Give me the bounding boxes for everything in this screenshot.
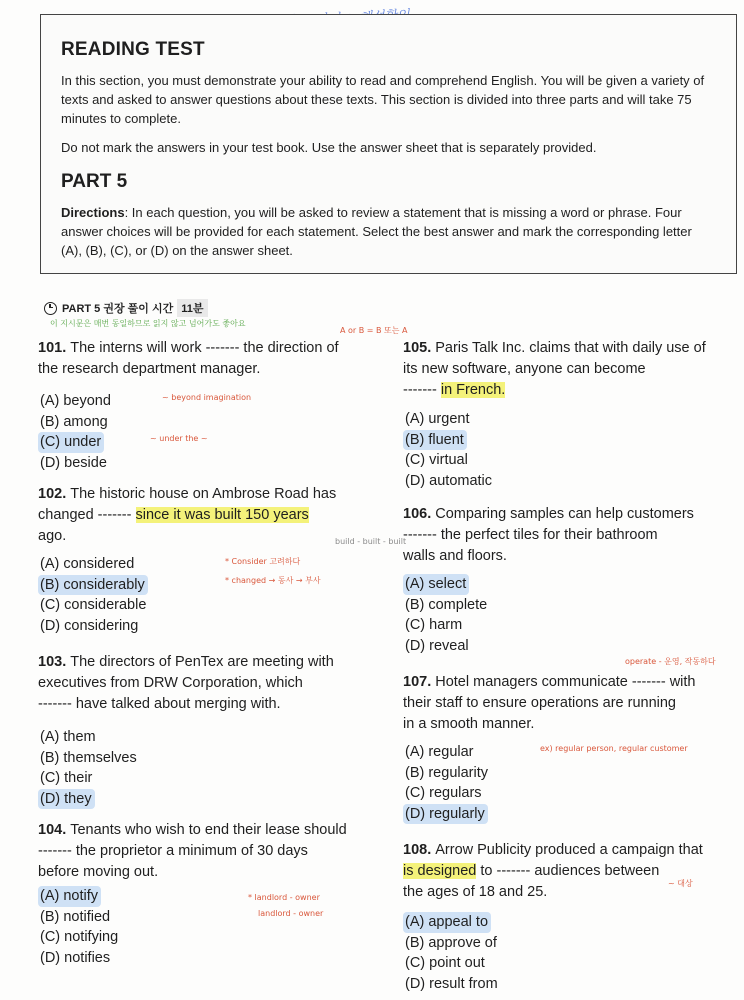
question-stem xyxy=(38,338,378,380)
handwritten-note: ex) regular person, regular customer xyxy=(540,744,688,753)
stem-line: walls and floors. xyxy=(403,548,507,564)
option-b[interactable]: (B) themselves xyxy=(40,749,137,766)
option-c[interactable]: (C) considerable xyxy=(40,597,147,613)
stem-line: in a smooth manner. xyxy=(403,716,535,732)
handwritten-note: * changed → 동사 → 부사 xyxy=(225,576,321,585)
option-b[interactable]: (B) notified xyxy=(40,908,111,925)
question-108 xyxy=(403,840,743,994)
stem-line: The historic house on Ambrose Road has xyxy=(70,486,337,502)
stem-line: The interns will work ------- the direction of xyxy=(70,340,339,356)
options-list xyxy=(38,886,378,968)
option-d[interactable]: (D) regularly xyxy=(403,804,488,825)
question-number: 107. xyxy=(403,674,432,690)
option-a[interactable]: (A) regular xyxy=(405,744,474,760)
question-102 xyxy=(38,484,378,636)
option-b[interactable]: (B) fluent xyxy=(403,430,467,451)
handwritten-note: ~ under the ~ xyxy=(150,434,208,443)
option-a[interactable]: (A) select xyxy=(403,574,469,595)
option-d[interactable]: (D) beside xyxy=(40,454,107,471)
stem-line: the research department manager. xyxy=(38,361,261,377)
option-b[interactable]: (B) approve of xyxy=(405,934,497,951)
option-d[interactable]: (D) result from xyxy=(405,975,498,992)
option-c[interactable]: (C) point out xyxy=(405,955,485,971)
option-c[interactable]: (C) harm xyxy=(405,617,463,633)
stem-line: ------- xyxy=(403,382,437,398)
directions-label: Directions xyxy=(61,205,125,220)
question-stem xyxy=(403,672,743,735)
question-104 xyxy=(38,820,378,968)
part-header-label: PART 5 권장 풀이 시간 xyxy=(62,303,174,315)
directions-text: : In each question, you will be asked to review a statement that is missing a word or phrase. Four answer choices will be provided for each statement. Select the best answer and mark the corresponding letter (A), (B), (C), or (D) on the answer sheet. xyxy=(61,205,692,258)
handwritten-note: ~ beyond imagination xyxy=(162,393,252,402)
option-c[interactable]: (C) under xyxy=(38,432,104,453)
stem-line: Comparing samples can help customers xyxy=(435,506,694,522)
stem-line: its new software, anyone can become xyxy=(403,361,646,377)
option-b[interactable]: (B) considerably xyxy=(38,575,148,596)
reading-test-intro-box xyxy=(40,14,737,274)
intro-paragraph-2: Do not mark the answers in your test book. Use the answer sheet that is separately provided. xyxy=(61,140,597,155)
directions-paragraph xyxy=(61,203,716,260)
stem-line: ------- the perfect tiles for their bathroom xyxy=(403,527,658,543)
option-a[interactable]: (A) notify xyxy=(38,886,101,907)
stem-line: Tenants who wish to end their lease should xyxy=(70,822,347,838)
stem-line: Hotel managers communicate ------- with xyxy=(435,674,696,690)
highlighted-phrase: in French. xyxy=(440,382,506,398)
question-number: 104. xyxy=(38,822,67,838)
handwritten-note: 이 지시문은 매번 동일하므로 읽지 않고 넘어가도 좋아요 xyxy=(50,319,246,328)
option-d[interactable]: (D) reveal xyxy=(405,637,469,654)
stem-line: executives from DRW Corporation, which xyxy=(38,675,303,691)
stem-line: ago. xyxy=(38,528,67,544)
highlighted-phrase: since it was built 150 years xyxy=(135,507,309,523)
option-d[interactable]: (D) considering xyxy=(40,617,139,634)
stem-line: changed ------- xyxy=(38,507,132,523)
question-stem xyxy=(403,840,743,903)
options-list xyxy=(403,574,743,656)
question-number: 102. xyxy=(38,486,67,502)
stem-line: Paris Talk Inc. claims that with daily use of xyxy=(435,340,706,356)
question-number: 105. xyxy=(403,340,432,356)
option-b[interactable]: (B) complete xyxy=(405,596,488,613)
stem-line: Arrow Publicity produced a campaign that xyxy=(435,842,703,858)
question-101 xyxy=(38,338,378,473)
recommended-time-badge: 11분 xyxy=(177,299,207,317)
question-number: 101. xyxy=(38,340,67,356)
question-number: 108. xyxy=(403,842,432,858)
option-c[interactable]: (C) notifying xyxy=(40,929,119,945)
question-103 xyxy=(38,652,378,809)
question-number: 103. xyxy=(38,654,67,670)
option-a[interactable]: (A) appeal to xyxy=(403,912,491,933)
option-a[interactable]: (A) them xyxy=(40,729,96,745)
handwritten-note: ~ 대상 xyxy=(668,879,693,888)
option-c[interactable]: (C) regulars xyxy=(405,785,482,801)
option-b[interactable]: (B) among xyxy=(40,413,108,430)
option-a[interactable]: (A) considered xyxy=(40,556,135,572)
question-105 xyxy=(403,338,743,491)
option-a[interactable]: (A) urgent xyxy=(405,411,470,427)
question-number: 106. xyxy=(403,506,432,522)
option-d[interactable]: (D) automatic xyxy=(405,472,493,489)
question-106 xyxy=(403,504,743,656)
options-list xyxy=(38,727,378,809)
clock-icon xyxy=(44,302,57,315)
question-stem xyxy=(38,820,378,883)
stem-line: to ------- audiences between xyxy=(480,863,660,879)
stem-line: their staff to ensure operations are running xyxy=(403,695,676,711)
option-a[interactable]: (A) beyond xyxy=(40,393,111,409)
handwritten-note: landlord - owner xyxy=(258,909,324,918)
option-b[interactable]: (B) regularity xyxy=(405,764,488,781)
options-list xyxy=(38,391,378,473)
option-d[interactable]: (D) notifies xyxy=(40,949,111,966)
question-stem xyxy=(403,338,743,401)
handwritten-note: * landlord - owner xyxy=(248,893,320,902)
highlighted-phrase: is designed xyxy=(403,863,477,879)
reading-test-title: READING TEST xyxy=(61,39,205,60)
handwritten-note: operate - 운영, 작동하다 xyxy=(625,657,716,666)
options-list xyxy=(38,554,378,636)
handwritten-note: A or B = B 또는 A xyxy=(340,326,408,335)
stem-line: ------- have talked about merging with. xyxy=(38,696,281,712)
option-c[interactable]: (C) virtual xyxy=(405,452,468,468)
handwritten-note: build - built - built xyxy=(335,537,407,546)
options-list xyxy=(403,742,743,824)
question-stem xyxy=(38,484,378,547)
option-c[interactable]: (C) their xyxy=(40,770,93,786)
intro-paragraph-1: In this section, you must demonstrate your ability to read and comprehend English. You will be given a variety of texts and asked to answer questions about these texts. This section is divided into three parts and will take 75 minutes to complete. xyxy=(61,73,705,126)
options-list xyxy=(403,912,743,994)
option-d[interactable]: (D) they xyxy=(38,789,95,810)
question-stem xyxy=(403,504,743,567)
stem-line: before moving out. xyxy=(38,864,159,880)
stem-line: the ages of 18 and 25. xyxy=(403,884,548,900)
part-title: PART 5 xyxy=(61,171,128,192)
question-stem xyxy=(38,652,378,715)
handwritten-note: * Consider 고려하다 xyxy=(225,557,301,566)
options-list xyxy=(403,409,743,491)
stem-line: The directors of PenTex are meeting with xyxy=(70,654,334,670)
part-header xyxy=(44,299,208,317)
stem-line: ------- the proprietor a minimum of 30 days xyxy=(38,843,308,859)
